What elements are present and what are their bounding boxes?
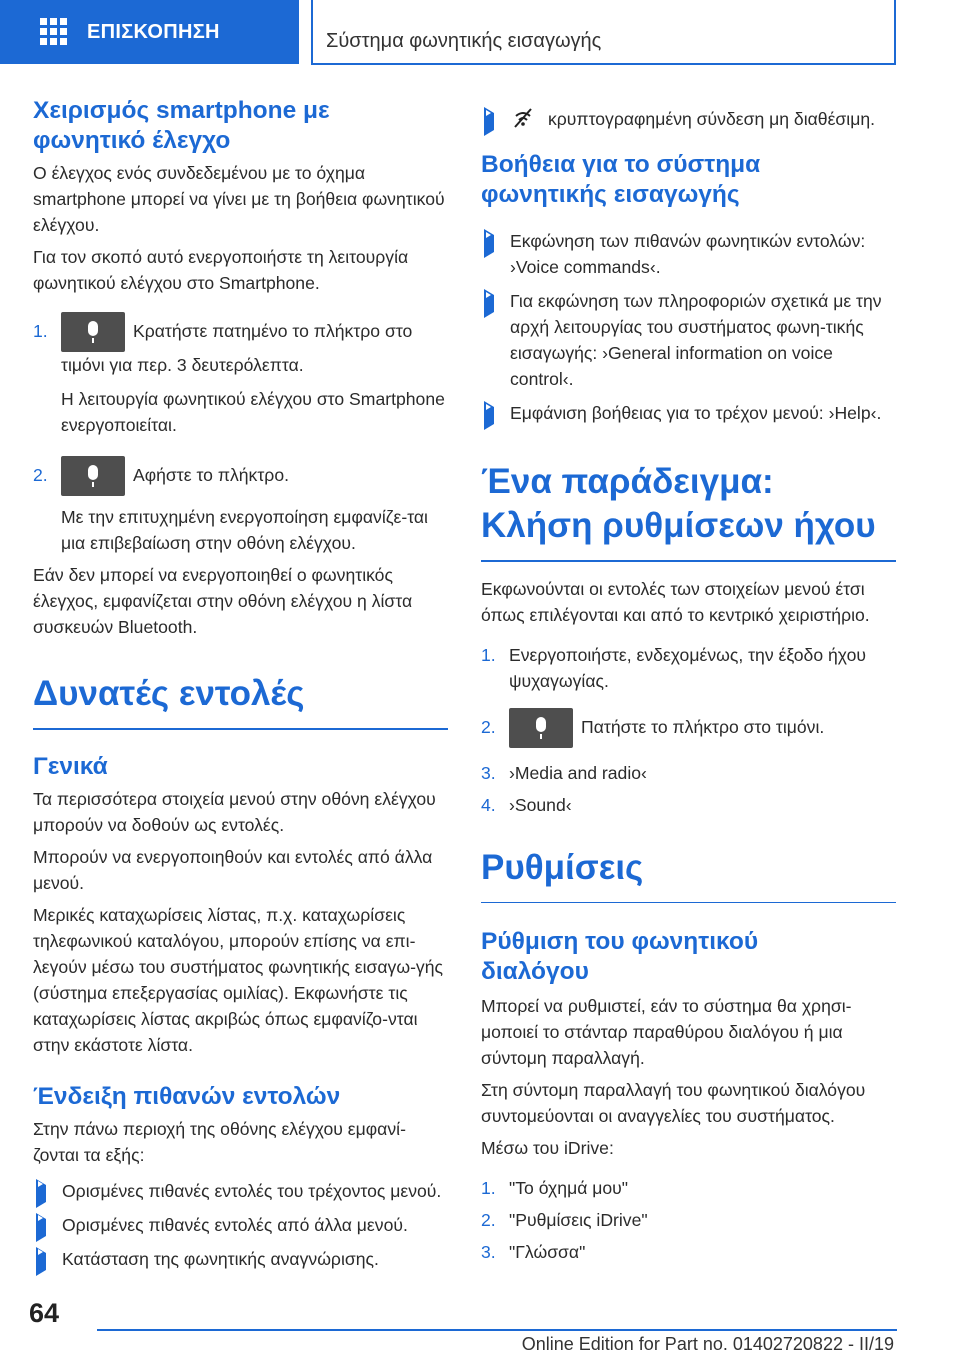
paragraph: Στη σύντομη παραλλαγή του φωνητικού διαλόγου συντομεύονται οι αναγγελίες του συστήματος. xyxy=(481,1080,866,1126)
step-item xyxy=(481,714,896,748)
step-text: ›Sound‹ xyxy=(509,794,572,815)
step-item xyxy=(481,792,896,818)
step-item xyxy=(481,760,896,786)
step-number: 2. xyxy=(481,1210,496,1230)
heading-voice-help: Βοήθεια για το σύστημα φωνητικής εισαγωγής xyxy=(481,151,761,208)
step-item xyxy=(33,462,448,556)
footer-rule xyxy=(97,1329,897,1331)
list-item-text: Ορισμένες πιθανές εντολές από άλλα μενού. xyxy=(62,1214,408,1235)
heading-possible-commands: Δυνατές εντολές xyxy=(33,674,305,713)
heading-command-indication: Ένδειξη πιθανών εντολών xyxy=(33,1082,341,1110)
step-text: "Γλώσσα" xyxy=(509,1242,586,1262)
section-rule xyxy=(481,560,896,562)
section-rule xyxy=(481,902,896,904)
right-column xyxy=(481,106,896,1265)
step-item xyxy=(481,642,896,694)
step-item xyxy=(33,318,448,438)
list-item-text-content: κρυπτογραφημένη σύνδεση μη διαθέσιμη. xyxy=(548,109,876,129)
bullet-triangle-icon xyxy=(33,1212,62,1237)
chapter-title: Σύστημα φωνητικής εισαγωγής xyxy=(326,30,602,52)
step-number: 3. xyxy=(481,1242,496,1262)
paragraph: Μπορεί να ρυθμιστεί, εάν το σύστημα θα χρησι‐μοποιεί το στάνταρ παραθύρου διαλόγου ή μια σύντομη παραλλαγή. xyxy=(481,996,852,1068)
bullet-triangle-icon xyxy=(481,106,510,131)
list-item-text xyxy=(510,106,896,132)
list-item xyxy=(33,1212,448,1238)
paragraph: Εάν δεν μπορεί να ενεργοποιηθεί ο φωνητικός έλεγχος, εμφανίζεται στην οθόνη ελέγχου η λίστα συσκευών Bluetooth. xyxy=(33,565,413,637)
step-note: Με την επιτυχημένη ενεργοποίηση εμφανίζε‐ται μια επιβεβαίωση στην οθόνη ελέγχου. xyxy=(61,507,428,553)
edition-footer: Online Edition for Part no. 01402720822 - II/19 xyxy=(521,1334,894,1354)
paragraph: Μερικές καταχωρίσεις λίστας, π.χ. καταχωρίσεις τηλεφωνικού καταλόγου, μπορούν επίσης να επι‐λεγούν μέσω του συστήματος φωνητικής εισαγω‐γής (σύστημα επεξεργασίας ομιλίας). Εκφωνήστε τις καταχωρίσεις λίστας ακριβώς όπως εμφανίζο‐νται στην εκάστοτε λίστα. xyxy=(33,904,443,1055)
step-text: ›Media and radio‹ xyxy=(509,762,647,783)
step-item xyxy=(481,1207,896,1233)
step-number: 2. xyxy=(33,465,48,485)
step-text xyxy=(61,318,448,378)
step-number: 1. xyxy=(33,321,48,341)
list-item-text: Εκφώνηση των πιθανών φωνητικών εντολών: ›Voice commands‹. xyxy=(510,231,866,277)
heading-general: Γενικά xyxy=(33,752,108,780)
paragraph: Για τον σκοπό αυτό ενεργοποιήστε τη λειτουργία φωνητικού ελέγχου στο Smartphone. xyxy=(33,247,409,293)
list-item-text: Εμφάνιση βοήθειας για το τρέχον μενού: ›Help‹. xyxy=(510,403,882,423)
step-number: 1. xyxy=(481,1178,496,1198)
paragraph: Τα περισσότερα στοιχεία μενού στην οθόνη ελέγχου μπορούν να δοθούν ως εντολές. xyxy=(33,788,436,835)
encryption-unavailable-icon xyxy=(512,107,534,129)
bullet-triangle-icon xyxy=(33,1178,62,1203)
list-item xyxy=(481,228,896,280)
step-number: 4. xyxy=(481,794,496,815)
step-number: 2. xyxy=(481,716,496,737)
paragraph: Εκφωνούνται οι εντολές των στοιχείων μενού έτσι όπως επιλέγονται και από το κεντρικό χειριστήριο. xyxy=(481,578,870,625)
section-rule xyxy=(33,728,448,730)
list-item xyxy=(481,106,896,132)
step-text-content: Κρατήστε πατημένο το πλήκτρο στο τιμόνι για περ. 3 δευτερόλεπτα. xyxy=(61,321,413,375)
header-rule-end xyxy=(894,0,896,65)
heading-example: Ένα παράδειγμα: Κλήση ρυθμίσεων ήχου xyxy=(481,462,876,545)
voice-button-icon xyxy=(61,312,125,352)
overview-tab[interactable] xyxy=(0,0,299,64)
step-text: "Το όχημά μου" xyxy=(509,1178,629,1198)
heading-settings: Ρυθμίσεις xyxy=(481,847,644,887)
bullet-triangle-icon xyxy=(481,288,510,313)
paragraph: Ο έλεγχος ενός συνδεδεμένου με το όχημα smartphone μπορεί να γίνει με τη βοήθεια φωνητικού ελέγχου. xyxy=(33,163,445,235)
step-number: 1. xyxy=(481,644,496,665)
step-text xyxy=(509,714,896,748)
left-column xyxy=(33,96,448,1272)
bullet-triangle-icon xyxy=(33,1246,62,1271)
paragraph: Στην πάνω περιοχή της οθόνης ελέγχου εμφανί‐ζονται τα εξής: xyxy=(33,1118,406,1165)
list-item xyxy=(33,1246,448,1272)
step-text-content: Αφήστε το πλήκτρο. xyxy=(133,465,289,485)
list-item-text: Ορισμένες πιθανές εντολές του τρέχοντος μενού. xyxy=(62,1180,442,1201)
step-item xyxy=(481,1239,896,1265)
paragraph: Μέσω του iDrive: xyxy=(481,1138,614,1158)
step-text: Ενεργοποιήστε, ενδεχομένως, την έξοδο ήχου ψυχαγωγίας. xyxy=(509,644,866,691)
step-number: 3. xyxy=(481,762,496,783)
list-item-text: Κατάσταση της φωνητικής αναγνώρισης. xyxy=(62,1248,379,1269)
page-number: 64 xyxy=(29,1298,60,1328)
step-note: Η λειτουργία φωνητικού ελέγχου στο Smartphone ενεργοποιείται. xyxy=(61,389,445,435)
bullet-triangle-icon xyxy=(481,228,510,253)
heading-dialog-setting: Ρύθμιση του φωνητικού διαλόγου xyxy=(481,928,759,985)
list-item xyxy=(481,400,896,426)
heading-smartphone-voice: Χειρισμός smartphone με φωνητικό έλεγχο xyxy=(33,97,330,154)
step-text: "Ρυθμίσεις iDrive" xyxy=(509,1210,648,1230)
step-text xyxy=(61,462,448,496)
header-rule xyxy=(311,63,896,65)
list-item xyxy=(481,288,896,392)
list-item xyxy=(33,1178,448,1204)
bullet-triangle-icon xyxy=(481,400,510,425)
step-text-content: Πατήστε το πλήκτρο στο τιμόνι. xyxy=(581,716,825,737)
list-item-text: Για εκφώνηση των πληροφοριών σχετικά με την αρχή λειτουργίας του συστήματος φωνη‐τικής εισαγωγής: ›General information on voice control‹. xyxy=(510,291,882,389)
overview-tab-label: ΕΠΙΣΚΟΠΗΣΗ xyxy=(87,20,220,43)
header-divider xyxy=(311,0,313,64)
paragraph: Μπορούν να ενεργοποιηθούν και εντολές από άλλα μενού. xyxy=(33,846,433,893)
voice-button-icon xyxy=(509,708,573,748)
voice-button-icon xyxy=(61,456,125,496)
grid-menu-icon xyxy=(40,18,68,46)
step-item xyxy=(481,1175,896,1201)
